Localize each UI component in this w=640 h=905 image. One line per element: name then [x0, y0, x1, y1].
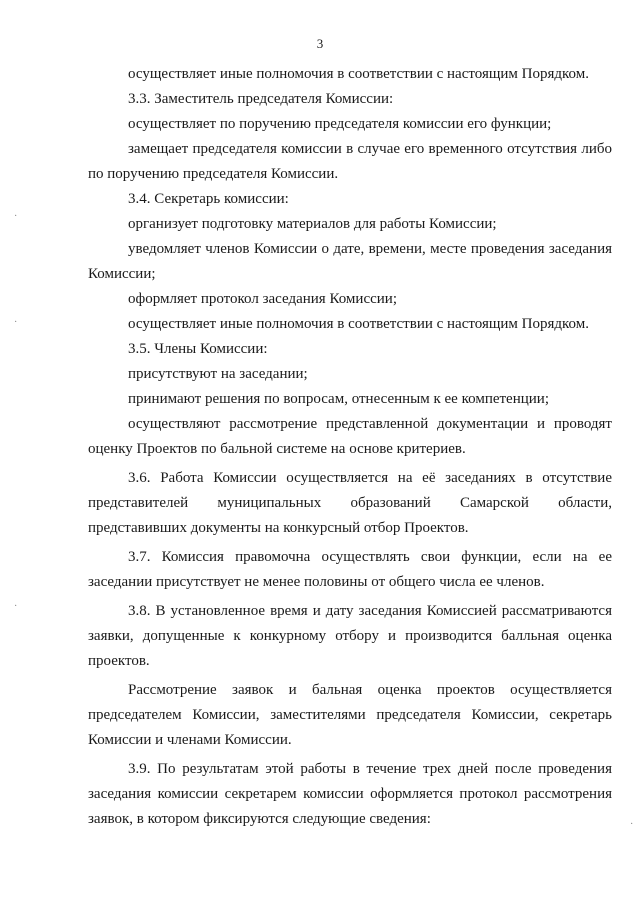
section-paragraph-3-6: 3.6. Работа Комиссии осуществляется на её заседаниях в отсутствие представителей муниципальных образований Самарской области, представивших документы на конкурсный отбор Проектов. [88, 470, 612, 536]
paragraph: Рассмотрение заявок и бальная оценка проектов осуществляется председателем Комиссии, заместителями председателя Комиссии, секретарь Комиссии и членами Комиссии. [88, 682, 612, 748]
paragraph: оформляет протокол заседания Комиссии; [128, 291, 397, 307]
scan-mark: · [14, 601, 18, 612]
section-heading-3-4: 3.4. Секретарь комиссии: [128, 191, 289, 207]
paragraph: присутствуют на заседании; [128, 366, 308, 382]
section-paragraph-3-7: 3.7. Комиссия правомочна осуществлять свои функции, если на ее заседании присутствует не менее половины от общего числа ее членов. [88, 549, 612, 590]
document-body [88, 62, 612, 832]
paragraph: осуществляют рассмотрение представленной документации и проводят оценку Проектов по бальной системе на основе критериев. [88, 416, 612, 457]
paragraph: уведомляет членов Комиссии о дате, времени, месте проведения заседания Комиссии; [88, 241, 612, 282]
section-paragraph-3-8: 3.8. В установленное время и дату заседания Комиссией рассматриваются заявки, допущенные к конкурному отбору и производится балльная оценка проектов. [88, 603, 612, 669]
section-paragraph-3-9: 3.9. По результатам этой работы в течение трех дней после проведения заседания комиссии секретарем комиссии оформляется протокол рассмотрения заявок, в котором фиксируются следующие сведения: [88, 761, 612, 827]
paragraph: организует подготовку материалов для работы Комиссии; [128, 216, 497, 232]
paragraph: осуществляет иные полномочия в соответствии с настоящим Порядком. [128, 66, 590, 82]
section-heading-3-3: 3.3. Заместитель председателя Комиссии: [128, 91, 394, 107]
paragraph: осуществляет иные полномочия в соответствии с настоящим Порядком. [128, 316, 590, 332]
paragraph: замещает председателя комиссии в случае его временного отсутствия либо по поручению председателя Комиссии. [88, 141, 612, 182]
page-number: 3 [316, 36, 324, 51]
scan-mark: · [14, 317, 18, 328]
scan-mark: · [630, 819, 634, 830]
section-heading-3-5: 3.5. Члены Комиссии: [128, 341, 268, 357]
paragraph: принимают решения по вопросам, отнесенным к ее компетенции; [128, 391, 549, 407]
paragraph: осуществляет по поручению председателя комиссии его функции; [128, 116, 552, 132]
scan-mark: · [14, 211, 18, 222]
